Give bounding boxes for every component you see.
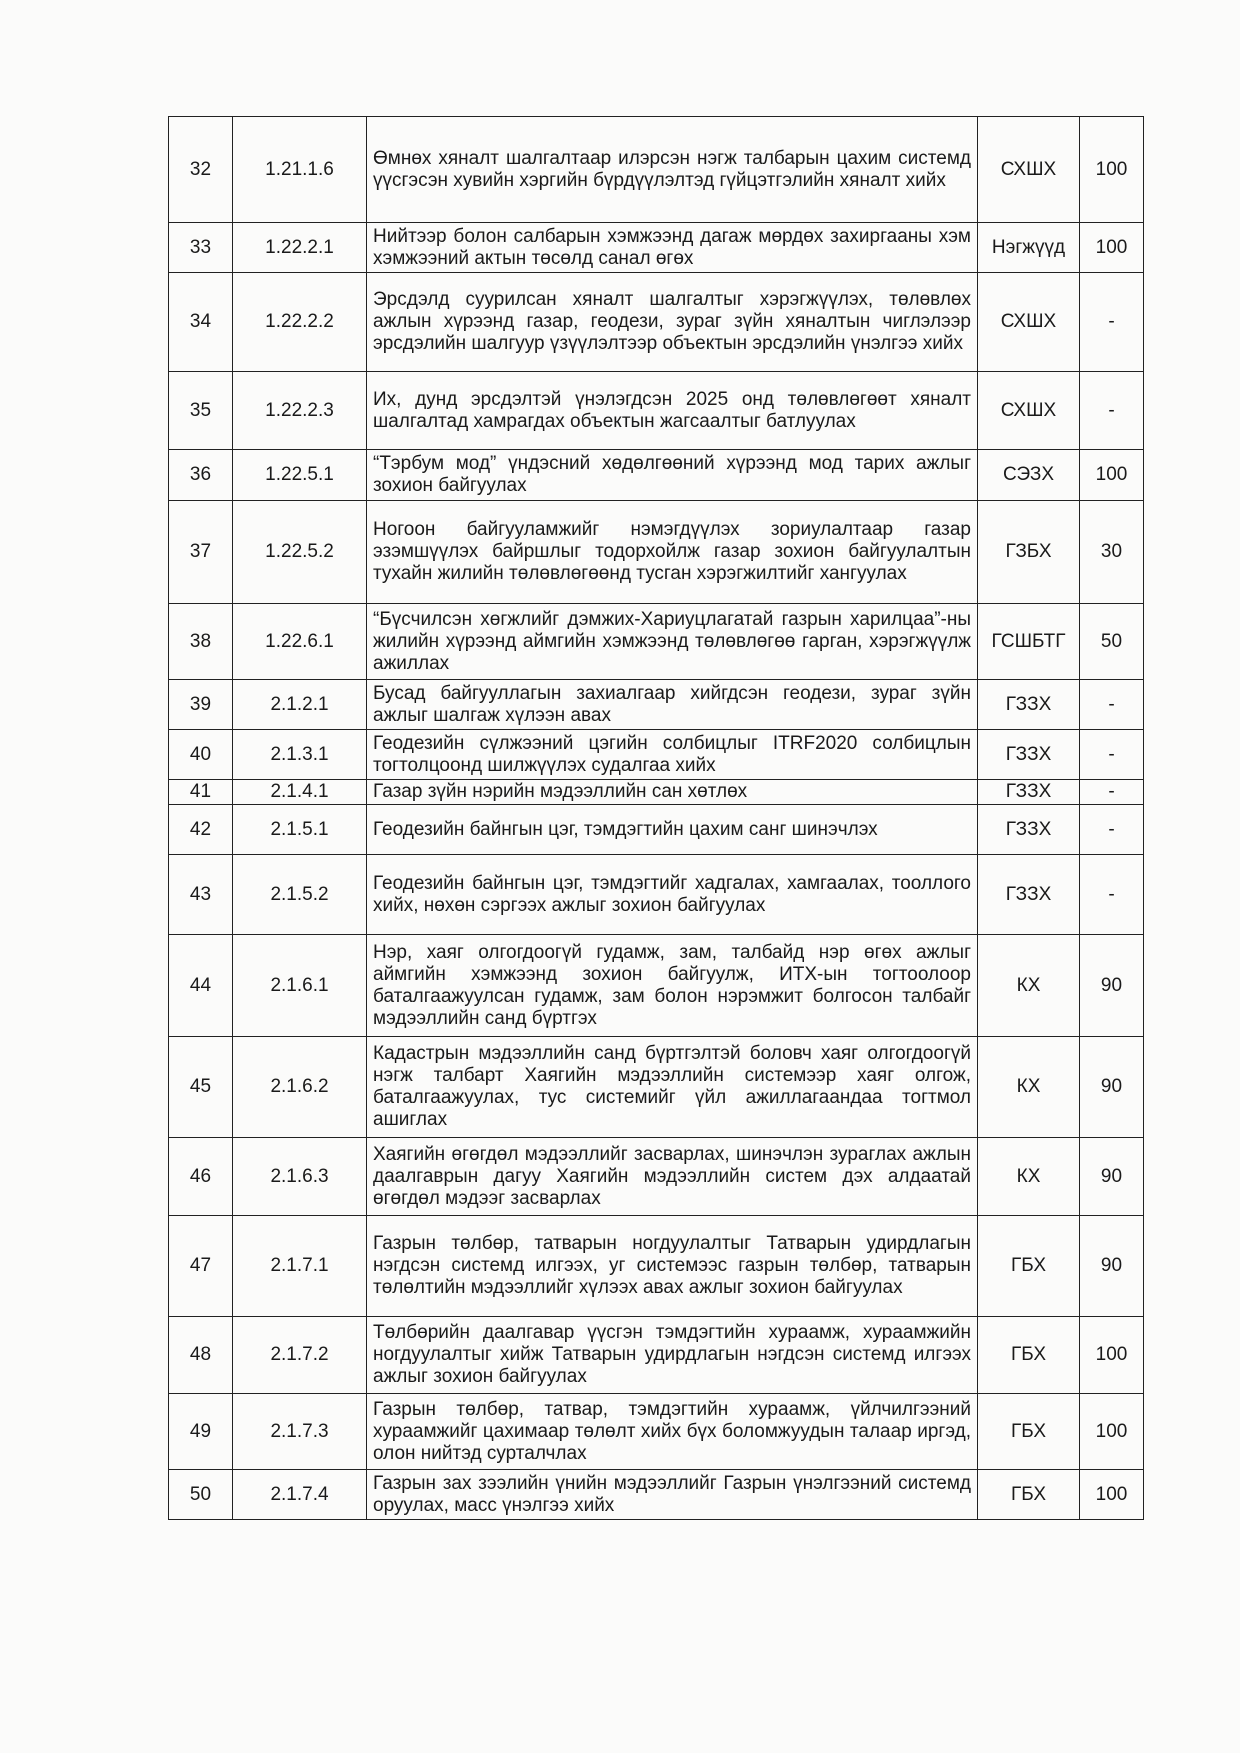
responsible-unit: ГБХ — [978, 1470, 1080, 1520]
table-row — [169, 604, 1144, 680]
table-row — [169, 1317, 1144, 1394]
responsible-unit: ГБХ — [978, 1216, 1080, 1317]
activity-code: 1.22.2.2 — [233, 273, 367, 372]
activity-code: 1.21.1.6 — [233, 117, 367, 223]
activity-code: 2.1.7.2 — [233, 1317, 367, 1394]
activity-code: 1.22.2.3 — [233, 372, 367, 450]
responsible-unit: СХШХ — [978, 117, 1080, 223]
action-plan-table — [168, 116, 1144, 1520]
row-number: 42 — [169, 805, 233, 855]
activity-code: 2.1.2.1 — [233, 680, 367, 730]
responsible-unit: ГБХ — [978, 1317, 1080, 1394]
activity-description: “Бүсчилсэн хөгжлийг дэмжих-Хариуцлагатай газрын харилцаа”-ны жилийн хүрээнд аймгийн хэмжээнд төлөвлөгөө гарган, хэрэгжүүлж ажиллах — [367, 604, 978, 680]
completion-percent: - — [1080, 780, 1144, 805]
table-row — [169, 501, 1144, 604]
completion-percent: - — [1080, 730, 1144, 780]
activity-code: 2.1.6.2 — [233, 1037, 367, 1138]
table-row — [169, 680, 1144, 730]
activity-code: 2.1.7.1 — [233, 1216, 367, 1317]
completion-percent: - — [1080, 680, 1144, 730]
activity-description: Газрын төлбөр, татвар, тэмдэгтийн хураамж, үйлчилгээний хураамжийг цахимаар төлөлт хийх бүх боломжуудын талаар иргэд, олон нийтэд сурталчлах — [367, 1394, 978, 1470]
row-number: 46 — [169, 1138, 233, 1216]
responsible-unit: КХ — [978, 1037, 1080, 1138]
table-row — [169, 117, 1144, 223]
row-number: 39 — [169, 680, 233, 730]
completion-percent: - — [1080, 372, 1144, 450]
completion-percent: 100 — [1080, 450, 1144, 501]
completion-percent: 90 — [1080, 1037, 1144, 1138]
activity-description: Геодезийн байнгын цэг, тэмдэгтийг хадгалах, хамгаалах, тооллого хийх, нөхөн сэргээх ажлыг зохион байгуулах — [367, 855, 978, 935]
activity-description: Өмнөх хяналт шалгалтаар илэрсэн нэгж талбарын цахим системд үүсгэсэн хувийн хэргийн бүрдүүлэлтэд гүйцэтгэлийн хяналт хийх — [367, 117, 978, 223]
responsible-unit: ГБХ — [978, 1394, 1080, 1470]
activity-description: Төлбөрийн даалгавар үүсгэн тэмдэгтийн хураамж, хураамжийн ногдуулалтыг хийж Татварын удирдлагын нэгдсэн системд илгээх ажлыг зохион байгуулах — [367, 1317, 978, 1394]
responsible-unit: ГЗЗХ — [978, 680, 1080, 730]
row-number: 43 — [169, 855, 233, 935]
completion-percent: - — [1080, 273, 1144, 372]
activity-description: Геодезийн байнгын цэг, тэмдэгтийн цахим санг шинэчлэх — [367, 805, 978, 855]
row-number: 35 — [169, 372, 233, 450]
table-row — [169, 805, 1144, 855]
row-number: 44 — [169, 935, 233, 1037]
activity-code: 2.1.3.1 — [233, 730, 367, 780]
row-number: 36 — [169, 450, 233, 501]
responsible-unit: ГСШБТГ — [978, 604, 1080, 680]
activity-code: 2.1.6.3 — [233, 1138, 367, 1216]
responsible-unit: ГЗЗХ — [978, 730, 1080, 780]
completion-percent: 90 — [1080, 1138, 1144, 1216]
activity-code: 2.1.6.1 — [233, 935, 367, 1037]
activity-description: Газар зүйн нэрийн мэдээллийн сан хөтлөх — [367, 780, 978, 805]
activity-description: Хаягийн өгөгдөл мэдээллийг засварлах, шинэчлэн зураглах ажлын даалгаврын дагуу Хаягийн мэдээллийн систем дэх алдаатай өгөгдөл мэдээг засварлах — [367, 1138, 978, 1216]
activity-description: Их, дунд эрсдэлтэй үнэлэгдсэн 2025 онд төлөвлөгөөт хяналт шалгалтад хамрагдах объектын жагсаалтыг батлуулах — [367, 372, 978, 450]
activity-description: Нэр, хаяг олгогдоогүй гудамж, зам, талбайд нэр өгөх ажлыг аймгийн хэмжээнд зохион байгуулж, ИТХ-ын тогтоолоор баталгаажуулсан гудамж, зам болон нэрэмжит болгосон талбайг мэдээллийн санд бүртгэх — [367, 935, 978, 1037]
responsible-unit: ГЗЗХ — [978, 780, 1080, 805]
table-row — [169, 372, 1144, 450]
table-row — [169, 1037, 1144, 1138]
responsible-unit: ГЗЗХ — [978, 805, 1080, 855]
row-number: 50 — [169, 1470, 233, 1520]
activity-description: Кадастрын мэдээллийн санд бүртгэлтэй боловч хаяг олгогдоогүй нэгж талбарт Хаягийн мэдээллийн системээр хаяг олгож, баталгаажуулах, тус системийг үйл ажиллагаандаа тогтмол ашиглах — [367, 1037, 978, 1138]
activity-code: 2.1.4.1 — [233, 780, 367, 805]
row-number: 48 — [169, 1317, 233, 1394]
row-number: 34 — [169, 273, 233, 372]
activity-description: “Тэрбум мод” үндэсний хөдөлгөөний хүрээнд мод тарих ажлыг зохион байгуулах — [367, 450, 978, 501]
responsible-unit: КХ — [978, 935, 1080, 1037]
table-row — [169, 935, 1144, 1037]
activity-code: 2.1.5.2 — [233, 855, 367, 935]
responsible-unit: СЭЗХ — [978, 450, 1080, 501]
activity-code: 1.22.6.1 — [233, 604, 367, 680]
table-row — [169, 223, 1144, 273]
row-number: 41 — [169, 780, 233, 805]
row-number: 49 — [169, 1394, 233, 1470]
completion-percent: 100 — [1080, 117, 1144, 223]
activity-description: Геодезийн сүлжээний цэгийн солбицлыг ITRF2020 солбицлын тогтолцоонд шилжүүлэх судалгаа хийх — [367, 730, 978, 780]
completion-percent: 50 — [1080, 604, 1144, 680]
row-number: 37 — [169, 501, 233, 604]
responsible-unit: ГЗЗХ — [978, 855, 1080, 935]
completion-percent: 100 — [1080, 1317, 1144, 1394]
table-row — [169, 273, 1144, 372]
row-number: 33 — [169, 223, 233, 273]
activity-code: 2.1.5.1 — [233, 805, 367, 855]
table-row — [169, 450, 1144, 501]
responsible-unit: Нэгжүүд — [978, 223, 1080, 273]
activity-code: 2.1.7.3 — [233, 1394, 367, 1470]
table-row — [169, 1470, 1144, 1520]
completion-percent: 100 — [1080, 223, 1144, 273]
completion-percent: 100 — [1080, 1394, 1144, 1470]
activity-description: Газрын төлбөр, татварын ногдуулалтыг Татварын удирдлагын нэгдсэн системд илгээх, уг системээс газрын төлбөр, татварын төлөлтийн мэдээллийг хүлээх авах ажлыг зохион байгуулах — [367, 1216, 978, 1317]
activity-description: Нийтээр болон салбарын хэмжээнд дагаж мөрдөх захиргааны хэм хэмжээний актын төсөлд санал өгөх — [367, 223, 978, 273]
responsible-unit: ГЗБХ — [978, 501, 1080, 604]
table-row — [169, 1394, 1144, 1470]
activity-code: 2.1.7.4 — [233, 1470, 367, 1520]
completion-percent: 90 — [1080, 1216, 1144, 1317]
activity-description: Газрын зах зээлийн үнийн мэдээллийг Газрын үнэлгээний системд оруулах, масс үнэлгээ хийх — [367, 1470, 978, 1520]
activity-code: 1.22.2.1 — [233, 223, 367, 273]
activity-description: Бусад байгууллагын захиалгаар хийгдсэн геодези, зураг зүйн ажлыг шалгаж хүлээн авах — [367, 680, 978, 730]
responsible-unit: КХ — [978, 1138, 1080, 1216]
row-number: 40 — [169, 730, 233, 780]
activity-code: 1.22.5.1 — [233, 450, 367, 501]
activity-code: 1.22.5.2 — [233, 501, 367, 604]
table-row — [169, 855, 1144, 935]
completion-percent: - — [1080, 855, 1144, 935]
row-number: 47 — [169, 1216, 233, 1317]
row-number: 45 — [169, 1037, 233, 1138]
activity-description: Эрсдэлд суурилсан хяналт шалгалтыг хэрэгжүүлэх, төлөвлөх ажлын хүрээнд газар, геодези, зураг зүйн хяналтын чиглэлээр эрсдэлийн шалгуур үзүүлэлтээр объектын эрсдэлийн үнэлгээ хийх — [367, 273, 978, 372]
completion-percent: 30 — [1080, 501, 1144, 604]
activity-description: Ногоон байгууламжийг нэмэгдүүлэх зориулалтаар газар эзэмшүүлэх байршлыг тодорхойлж газар зохион байгуулалтын тухайн жилийн төлөвлөгөөнд тусган хэрэгжилтийг хангуулах — [367, 501, 978, 604]
completion-percent: - — [1080, 805, 1144, 855]
row-number: 38 — [169, 604, 233, 680]
responsible-unit: СХШХ — [978, 372, 1080, 450]
table-row — [169, 780, 1144, 805]
completion-percent: 90 — [1080, 935, 1144, 1037]
responsible-unit: СХШХ — [978, 273, 1080, 372]
row-number: 32 — [169, 117, 233, 223]
completion-percent: 100 — [1080, 1470, 1144, 1520]
table-row — [169, 1216, 1144, 1317]
table-row — [169, 730, 1144, 780]
table-row — [169, 1138, 1144, 1216]
